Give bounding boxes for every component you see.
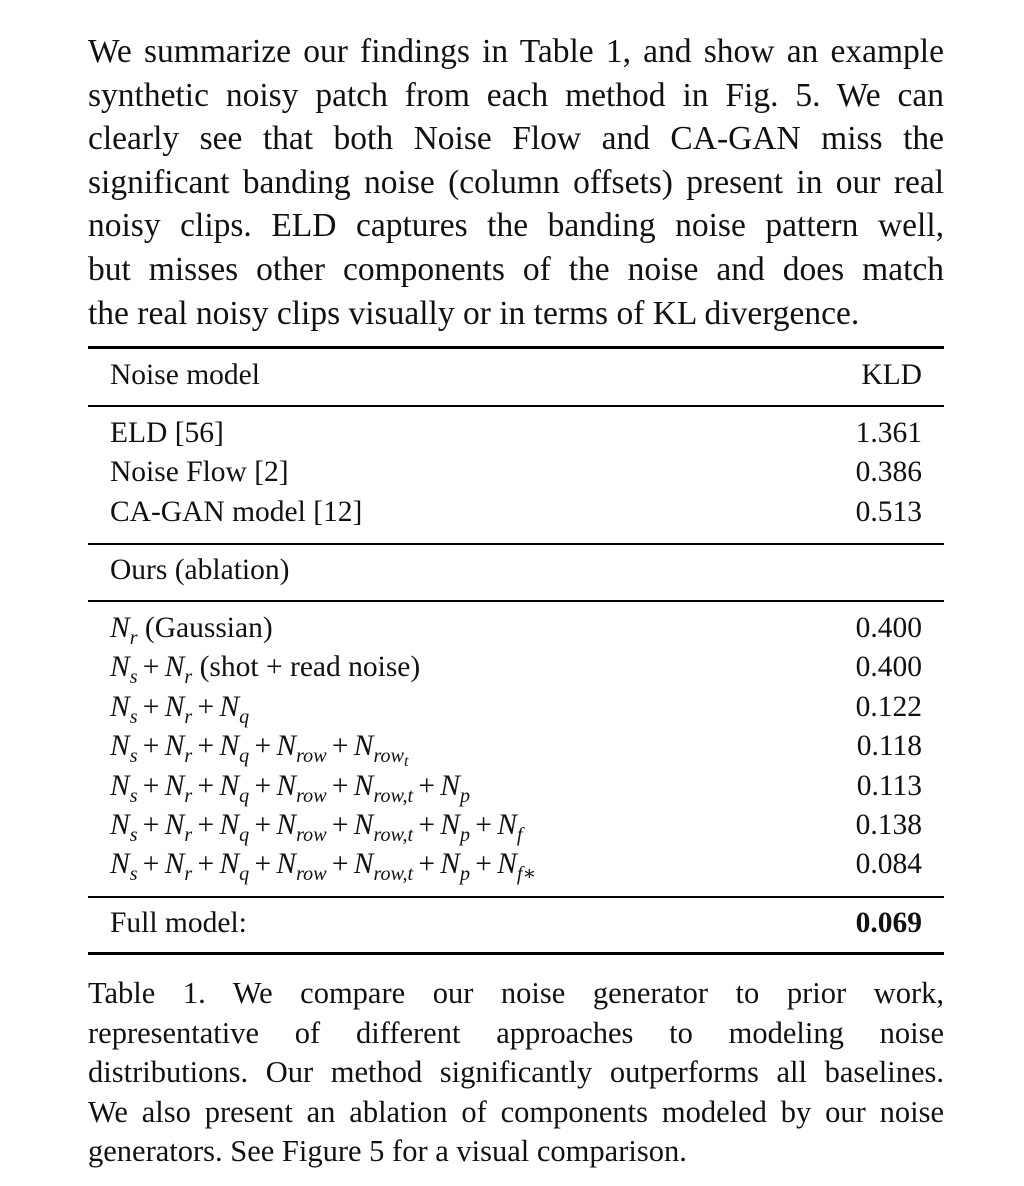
- table-caption: [88, 974, 944, 1172]
- caption-line: Table 1. We compare our noise generator to prior work,: [88, 976, 944, 1010]
- intro-line: clearly see that both Noise Flow and CA-GAN miss the: [88, 120, 944, 158]
- row-noiseflow-kld: 0.386: [855, 456, 922, 488]
- ablation-row-kld: 0.113: [856, 770, 922, 802]
- ablation-row-model: $N_s + N_r + N_q$: [110, 691, 250, 729]
- row-noiseflow-model: Noise Flow [2]: [110, 456, 289, 488]
- ablation-row-kld: 0.138: [855, 809, 922, 841]
- row-cagan-model: CA-GAN model [12]: [110, 496, 363, 528]
- row-eld-model: ELD [56]: [110, 417, 224, 449]
- ablation-header: Ours (ablation): [110, 554, 290, 586]
- intro-paragraph: [88, 30, 944, 335]
- header-kld: KLD: [861, 359, 922, 391]
- table-top-rule: [88, 346, 944, 349]
- intro-line: the real noisy clips visually or in terms of KL divergence.: [88, 294, 860, 332]
- ablation-row-model: $N_r$ (Gaussian): [110, 612, 273, 650]
- intro-line: noisy clips. ELD captures the banding noise pattern well,: [88, 207, 944, 245]
- ablation-row-model: $N_s + N_r + N_q + N_{row} + N_{row,t} + N_p$: [110, 770, 470, 808]
- ablation-rule: [88, 600, 944, 602]
- intro-line: We summarize our findings in Table 1, and show an example: [88, 33, 944, 70]
- caption-line: We also present an ablation of components modeled by our noise: [88, 1094, 944, 1129]
- row-eld-kld: 1.361: [855, 417, 922, 449]
- row-cagan-kld: 0.513: [855, 496, 922, 528]
- caption-line: representative of different approaches to modeling noise: [88, 1015, 944, 1050]
- ablation-row-model: $N_s + N_r + N_q + N_{row} + N_{row,t} + N_p + N_f$: [110, 809, 523, 847]
- ablation-row-model: $N_s + N_r + N_q + N_{row} + N_{row,t} + N_p + N_{f∗}$: [110, 848, 537, 886]
- ablation-row-model: $N_s + N_r$ (shot + read noise): [110, 651, 421, 689]
- table-bottom-rule: [88, 952, 944, 955]
- full-model-label: Full model:: [110, 907, 247, 939]
- ablation-row-model: $N_s + N_r + N_q + N_{row} + N_{row_t}$: [110, 730, 409, 771]
- ablation-row-kld: 0.084: [855, 848, 922, 880]
- intro-line: but misses other components of the noise and does match: [88, 250, 944, 288]
- ablation-end-rule: [88, 896, 944, 898]
- ablation-row-kld: 0.118: [856, 730, 922, 762]
- ablation-row-kld: 0.400: [855, 651, 922, 683]
- header-rule: [88, 405, 944, 407]
- ablation-row-kld: 0.122: [855, 691, 922, 723]
- caption-line: generators. See Figure 5 for a visual comparison.: [88, 1134, 687, 1168]
- baseline-rule: [88, 543, 944, 545]
- full-model-kld: 0.069: [855, 907, 922, 939]
- intro-line: significant banding noise (column offsets) present in our real: [88, 163, 944, 201]
- intro-line: synthetic noisy patch from each method in Fig. 5. We can: [88, 76, 944, 114]
- header-noise-model: Noise model: [110, 359, 260, 391]
- ablation-row-kld: 0.400: [855, 612, 922, 644]
- caption-line: distributions. Our method significantly outperforms all baselines.: [88, 1055, 944, 1089]
